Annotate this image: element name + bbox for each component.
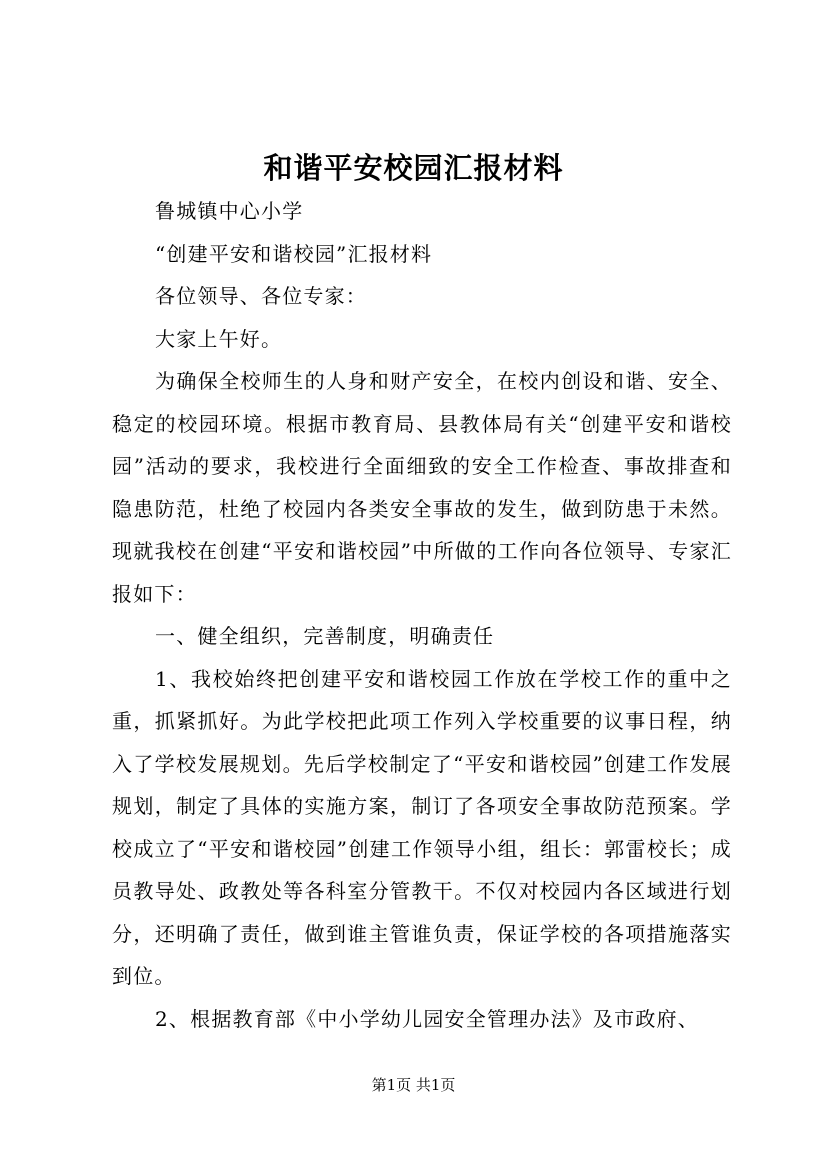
intro-paragraph: 为确保全校师生的人身和财产安全，在校内创设和谐、安全、稳定的校园环境。根据市教育局、县教体局有关“创建平安和谐校园”活动的要求，我校进行全面细致的安全工作检查、事故排查和隐患防范，杜绝了校园内各类安全事故的发生，做到防患于未然。现就我校在创建“平安和谐校园”中所做的工作向各位领导、专家汇报如下： (112, 369, 732, 606)
section-heading-1: 一、健全组织，完善制度，明确责任 (155, 624, 495, 648)
body-paragraph-1: 1、我校始终把创建平安和谐校园工作放在学校工作的重中之重，抓紧抓好。为此学校把此项工作列入学校重要的议事日程，纳入了学校发展规划。先后学校制定了“平安和谐校园”创建工作发展规划，制定了具体的实施方案，制订了各项安全事故防范预案。学校成立了“平安和谐校园”创建工作领导小组，组长：郭雷校长；成员教导处、政教处等各科室分管教干。不仅对校园内各区域进行划分，还明确了责任，做到谁主管谁负责，保证学校的各项措施落实到位。 (112, 666, 732, 988)
salutation-paragraph: 各位领导、各位专家： (155, 284, 367, 308)
page-footer: 第1页 共1页 (371, 1076, 456, 1094)
body-paragraph-2: 2、根据教育部《中小学幼儿园安全管理办法》及市政府、 (155, 1006, 699, 1031)
document-title: 和谐平安校园汇报材料 (263, 151, 564, 185)
greeting-paragraph: 大家上午好。 (155, 326, 283, 351)
document-body (112, 190, 732, 1040)
subtitle-paragraph: “创建平安和谐校园”汇报材料 (155, 241, 433, 266)
school-name-paragraph: 鲁城镇中心小学 (155, 199, 304, 223)
